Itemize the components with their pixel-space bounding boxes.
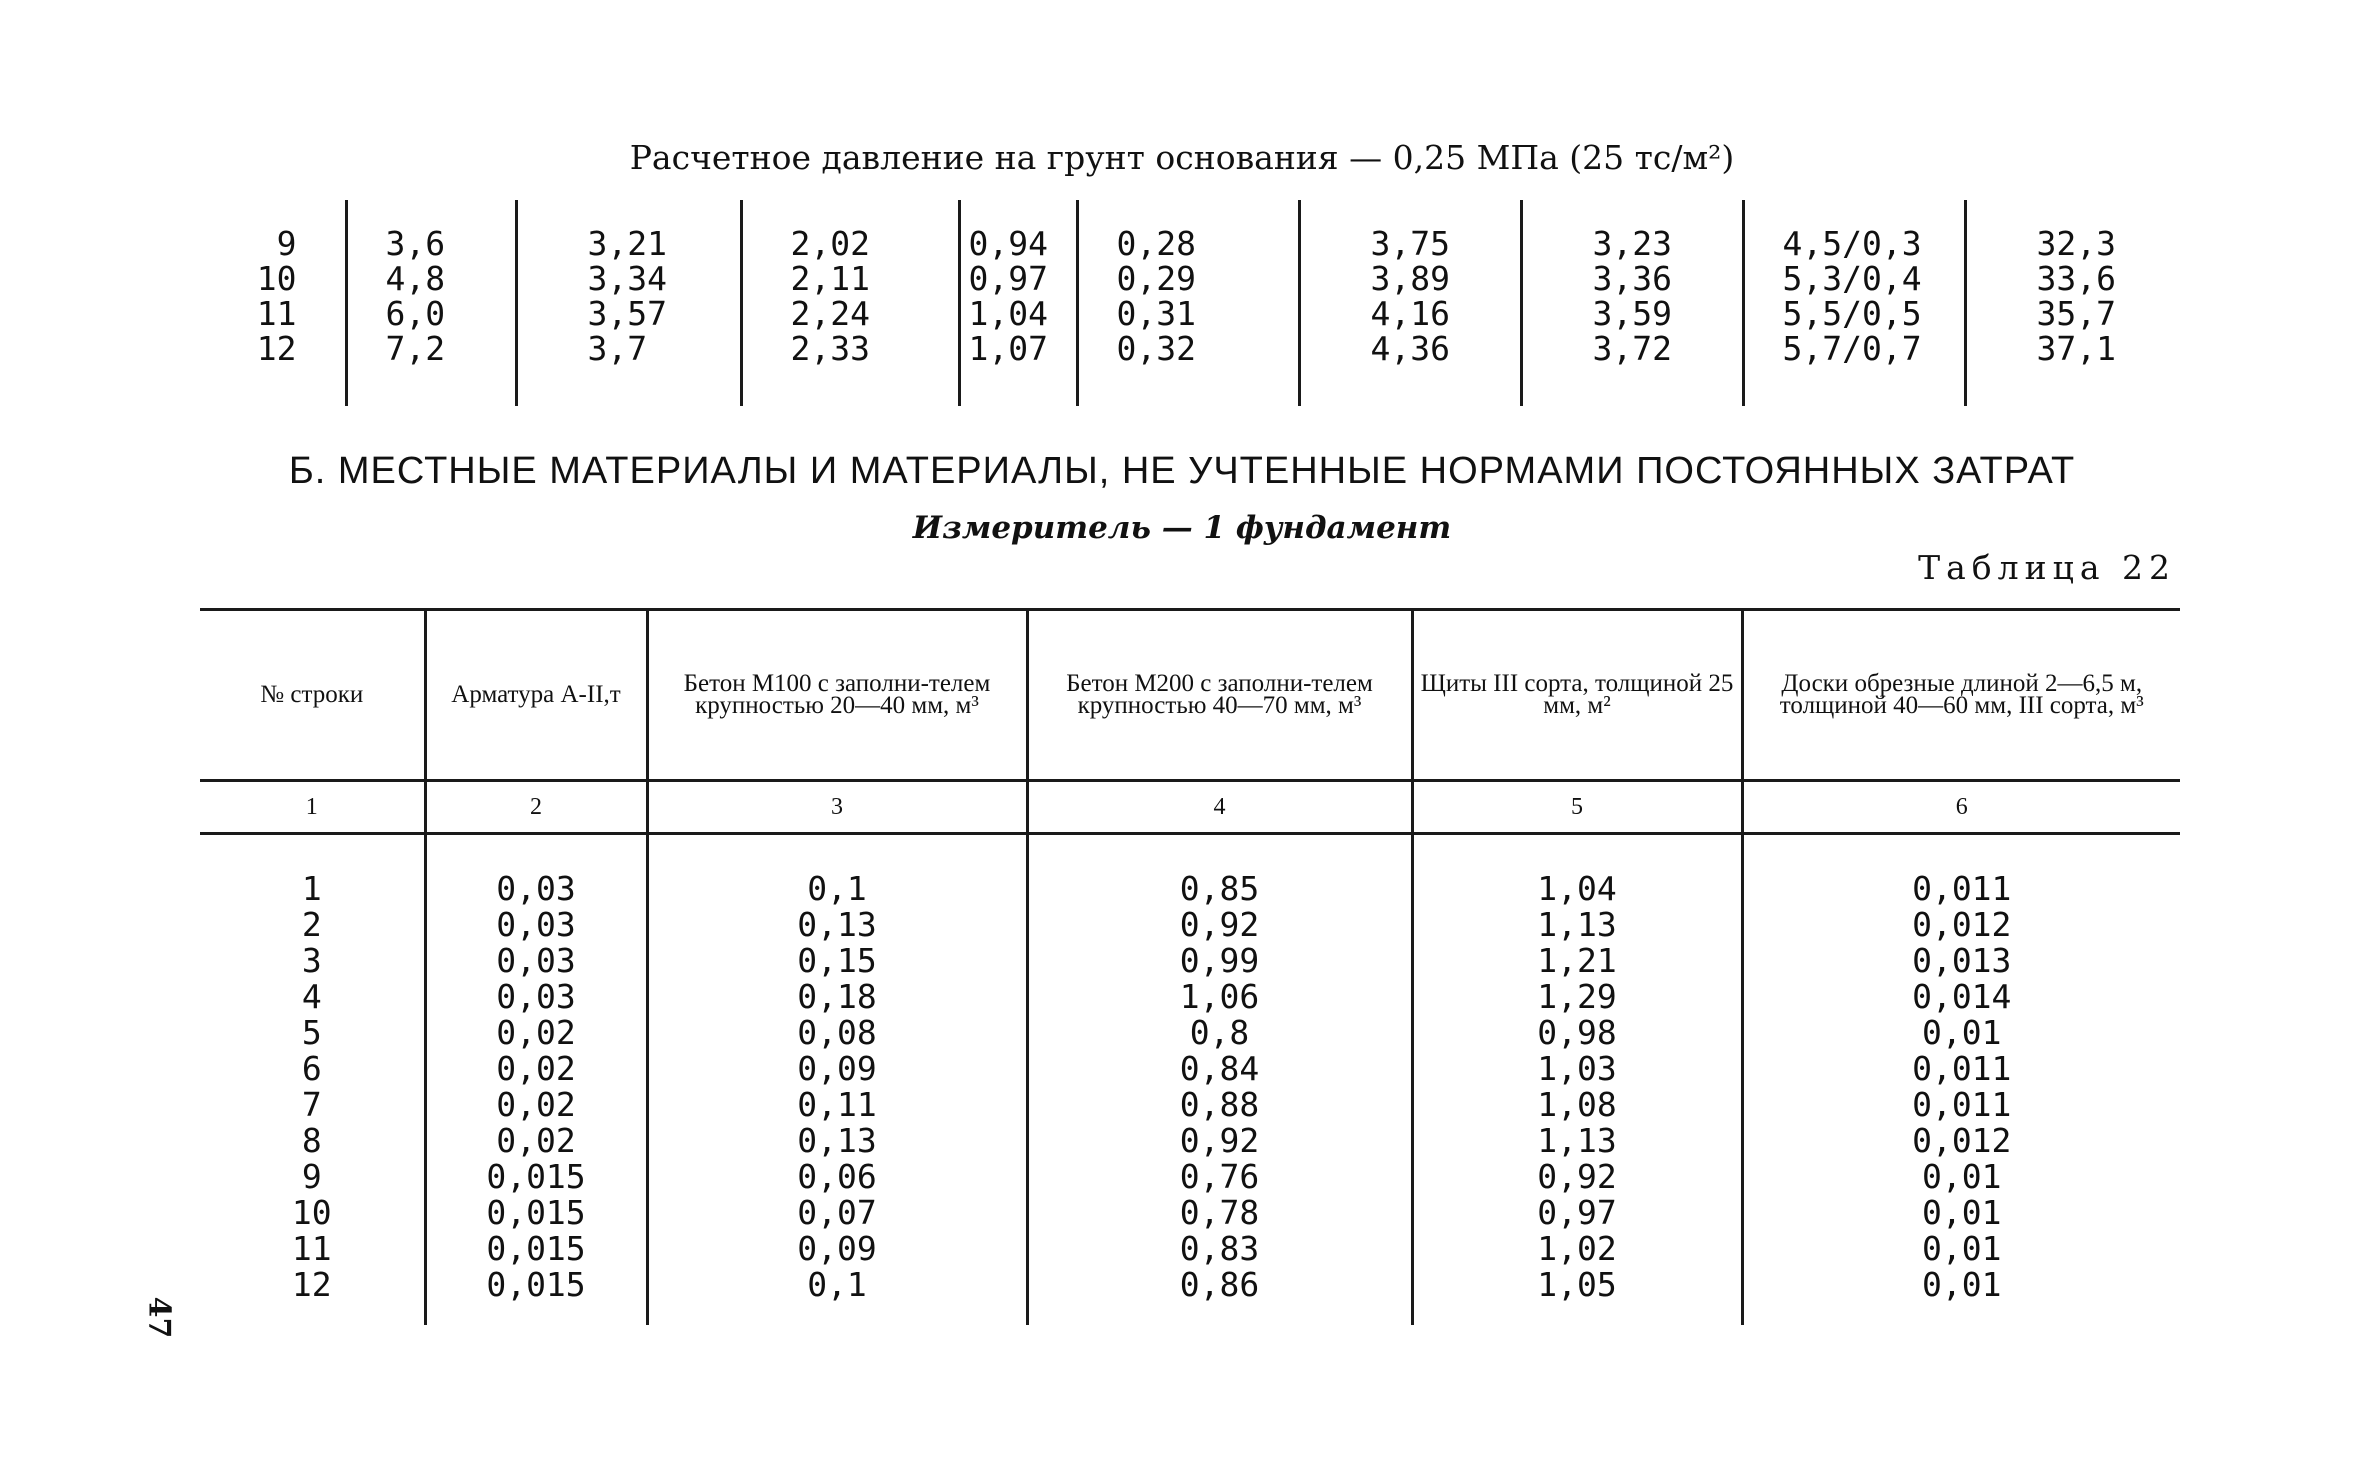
column-number: 5 [1412, 781, 1742, 834]
table-cell: 0,18 [647, 979, 1027, 1015]
table-cell: 1,13 [1412, 907, 1742, 943]
table-cell: 0,11 [647, 1087, 1027, 1123]
table-row [200, 1015, 2180, 1051]
page-number: 47 [141, 1296, 177, 1339]
table-cell: 7 [301, 1085, 322, 1124]
table-cell: 0,02 [425, 1051, 647, 1087]
table-cell: 0,015 [425, 1267, 647, 1303]
spacer-cell [516, 200, 741, 226]
table-cell: 0,1 [647, 871, 1027, 907]
table-row [200, 907, 2180, 943]
spacer-cell [1077, 200, 1299, 226]
table-cell: 1,29 [1412, 979, 1742, 1015]
table-cell: 0,84 [1027, 1051, 1412, 1087]
table-cell: 2,11 [741, 261, 959, 296]
table-cell: 0,012 [1742, 1123, 2180, 1159]
table-cell: 37,1 [1965, 331, 2187, 366]
table-cell: 2,33 [741, 331, 959, 366]
table-cell: 0,015 [425, 1195, 647, 1231]
table-row [200, 1051, 2180, 1087]
table-cell: 1,04 [959, 296, 1077, 331]
table-cell: 3,75 [1299, 226, 1521, 261]
table-cell: 0,01 [1742, 1231, 2180, 1267]
table-cell: 0,013 [1742, 943, 2180, 979]
spacer-cell [200, 1303, 425, 1325]
spacer-cell [1965, 200, 2187, 226]
table-number: Таблица 22 [1918, 548, 2176, 587]
table-cell: 3,89 [1299, 261, 1521, 296]
table-cell: 0,07 [647, 1195, 1027, 1231]
table-cell: 0,8 [1027, 1015, 1412, 1051]
table-cell: 5,3/0,4 [1743, 261, 1965, 296]
column-number: 2 [425, 781, 647, 834]
table-row [240, 296, 2187, 331]
table-cell: 3,34 [516, 261, 741, 296]
upper-continuation-table [240, 200, 2187, 406]
spacer-cell [1521, 200, 1743, 226]
table-cell: 3 [301, 941, 322, 980]
table-cell: 0,011 [1742, 1087, 2180, 1123]
table-cell: 3,36 [1521, 261, 1743, 296]
table-cell: 0,92 [1027, 1123, 1412, 1159]
table-cell: 0,1 [647, 1267, 1027, 1303]
spacer-cell [1077, 366, 1299, 406]
table-cell: 0,86 [1027, 1267, 1412, 1303]
table-cell: 0,97 [1412, 1195, 1742, 1231]
table-cell: 0,76 [1027, 1159, 1412, 1195]
table-cell: 9 [276, 224, 297, 263]
table-cell: 0,92 [1412, 1159, 1742, 1195]
spacer-cell [1743, 366, 1965, 406]
table-cell: 11 [291, 1229, 332, 1268]
table-cell: 12 [256, 329, 297, 368]
measure-unit: Измеритель — 1 фундамент [912, 510, 1452, 546]
table-cell: 1 [301, 869, 322, 908]
spacer-cell [240, 200, 346, 226]
table-cell: 6 [301, 1049, 322, 1088]
table-cell: 1,02 [1412, 1231, 1742, 1267]
table-cell: 0,03 [425, 871, 647, 907]
table-cell: 10 [291, 1193, 332, 1232]
spacer-cell [647, 834, 1027, 872]
table-cell: 2,24 [741, 296, 959, 331]
table-cell: 8 [301, 1121, 322, 1160]
header-boards: Доски обрезные длиной 2—6,5 м, толщиной 40—60 мм, III сорта, м³ [1742, 610, 2180, 781]
table-cell: 3,23 [1521, 226, 1743, 261]
table-cell: 5,5/0,5 [1743, 296, 1965, 331]
table-cell: 4 [301, 977, 322, 1016]
table-cell: 0,13 [647, 907, 1027, 943]
table-cell: 1,06 [1027, 979, 1412, 1015]
table-cell: 1,04 [1412, 871, 1742, 907]
table-cell: 1,21 [1412, 943, 1742, 979]
table-row [200, 1267, 2180, 1303]
table-cell: 0,01 [1742, 1267, 2180, 1303]
column-number: 6 [1742, 781, 2180, 834]
table-cell: 0,15 [647, 943, 1027, 979]
table-cell: 0,31 [1077, 296, 1299, 331]
table-cell: 5,7/0,7 [1743, 331, 1965, 366]
spacer-cell [1299, 366, 1521, 406]
table-cell: 12 [291, 1265, 332, 1304]
spacer-cell [1965, 366, 2187, 406]
table-row [240, 226, 2187, 261]
table-cell: 0,015 [425, 1159, 647, 1195]
table-cell: 0,92 [1027, 907, 1412, 943]
table-row [200, 1123, 2180, 1159]
spacer-row [200, 834, 2180, 872]
table-cell: 1,13 [1412, 1123, 1742, 1159]
spacer-cell [1027, 1303, 1412, 1325]
spacer-cell [1742, 1303, 2180, 1325]
spacer-cell [959, 366, 1077, 406]
column-number-row [200, 781, 2180, 834]
spacer-cell [1412, 834, 1742, 872]
table-cell: 2 [301, 905, 322, 944]
spacer-cell [647, 1303, 1027, 1325]
table-cell: 0,99 [1027, 943, 1412, 979]
table-row [200, 1195, 2180, 1231]
spacer-cell [1299, 200, 1521, 226]
table-cell: 0,13 [647, 1123, 1027, 1159]
table-cell: 0,03 [425, 943, 647, 979]
table-cell: 4,5/0,3 [1743, 226, 1965, 261]
spacer-row [240, 366, 2187, 406]
table-row [240, 261, 2187, 296]
table-cell: 0,014 [1742, 979, 2180, 1015]
table-cell: 0,98 [1412, 1015, 1742, 1051]
table-cell: 0,01 [1742, 1195, 2180, 1231]
table-cell: 0,08 [647, 1015, 1027, 1051]
materials-table-body [200, 834, 2180, 1326]
header-concrete-m200: Бетон М200 с заполни-телем крупностью 40—70 мм, м³ [1027, 610, 1412, 781]
spacer-cell [1742, 834, 2180, 872]
upper-table-body [240, 200, 2187, 406]
table-cell: 0,03 [425, 907, 647, 943]
table-cell: 4,16 [1299, 296, 1521, 331]
table-cell: 4,36 [1299, 331, 1521, 366]
table-cell: 3,72 [1521, 331, 1743, 366]
table-row [200, 979, 2180, 1015]
table-cell: 0,09 [647, 1051, 1027, 1087]
materials-table [200, 608, 2180, 1325]
table-cell: 0,78 [1027, 1195, 1412, 1231]
table-cell: 1,07 [959, 331, 1077, 366]
header-rebar: Арматура А-II,т [425, 610, 647, 781]
table-cell: 11 [256, 294, 297, 333]
spacer-cell [516, 366, 741, 406]
upper-table-caption: Расчетное давление на грунт основания — 0,25 МПа (25 тс/м²) [629, 138, 1735, 177]
table-row [200, 1231, 2180, 1267]
table-cell: 3,21 [516, 226, 741, 261]
table-row [240, 331, 2187, 366]
table-cell: 0,85 [1027, 871, 1412, 907]
table-cell: 0,011 [1742, 1051, 2180, 1087]
table-cell: 0,02 [425, 1015, 647, 1051]
table-cell: 0,88 [1027, 1087, 1412, 1123]
spacer-row [200, 1303, 2180, 1325]
table-cell: 3,57 [516, 296, 741, 331]
spacer-cell [346, 366, 516, 406]
spacer-cell [1521, 366, 1743, 406]
table-cell: 0,28 [1077, 226, 1299, 261]
table-cell: 0,03 [425, 979, 647, 1015]
header-concrete-m100: Бетон М100 с заполни-телем крупностью 20—40 мм, м³ [647, 610, 1027, 781]
table-cell: 32,3 [1965, 226, 2187, 261]
spacer-cell [741, 200, 959, 226]
spacer-cell [200, 834, 425, 872]
column-number: 1 [200, 781, 425, 834]
header-row-number: № строки [200, 610, 425, 781]
table-cell: 0,015 [425, 1231, 647, 1267]
table-cell: 6,0 [346, 296, 516, 331]
spacer-cell [1027, 834, 1412, 872]
table-cell: 3,6 [346, 226, 516, 261]
table-cell: 0,32 [1077, 331, 1299, 366]
table-row [200, 943, 2180, 979]
table-cell: 10 [256, 259, 297, 298]
table-cell: 1,03 [1412, 1051, 1742, 1087]
table-cell: 0,01 [1742, 1015, 2180, 1051]
table-cell: 1,05 [1412, 1267, 1742, 1303]
spacer-cell [346, 200, 516, 226]
table-cell: 2,02 [741, 226, 959, 261]
spacer-cell [240, 366, 346, 406]
header-row [200, 610, 2180, 781]
spacer-cell [1412, 1303, 1742, 1325]
column-number: 3 [647, 781, 1027, 834]
table-cell: 0,01 [1742, 1159, 2180, 1195]
spacer-cell [959, 200, 1077, 226]
table-cell: 0,02 [425, 1087, 647, 1123]
table-cell: 0,06 [647, 1159, 1027, 1195]
table-row [200, 1159, 2180, 1195]
table-cell: 3,7 [516, 331, 741, 366]
table-cell: 0,011 [1742, 871, 2180, 907]
table-cell: 0,02 [425, 1123, 647, 1159]
table-cell: 33,6 [1965, 261, 2187, 296]
spacer-row [240, 200, 2187, 226]
table-cell: 0,97 [959, 261, 1077, 296]
table-cell: 0,012 [1742, 907, 2180, 943]
table-cell: 5 [301, 1013, 322, 1052]
spacer-cell [425, 834, 647, 872]
table-cell: 4,8 [346, 261, 516, 296]
table-cell: 0,09 [647, 1231, 1027, 1267]
section-title: Б. МЕСТНЫЕ МАТЕРИАЛЫ И МАТЕРИАЛЫ, НЕ УЧТЕННЫЕ НОРМАМИ ПОСТОЯННЫХ ЗАТРАТ [288, 450, 2076, 492]
table-cell: 35,7 [1965, 296, 2187, 331]
table-cell: 3,59 [1521, 296, 1743, 331]
table-cell: 0,83 [1027, 1231, 1412, 1267]
table-cell: 7,2 [346, 331, 516, 366]
table-row [200, 871, 2180, 907]
spacer-cell [741, 366, 959, 406]
header-shields: Щиты III сорта, толщиной 25 мм, м² [1412, 610, 1742, 781]
spacer-cell [1743, 200, 1965, 226]
table-cell: 0,94 [959, 226, 1077, 261]
table-cell: 0,29 [1077, 261, 1299, 296]
column-number: 4 [1027, 781, 1412, 834]
table-cell: 9 [301, 1157, 322, 1196]
spacer-cell [425, 1303, 647, 1325]
table-cell: 1,08 [1412, 1087, 1742, 1123]
table-row [200, 1087, 2180, 1123]
